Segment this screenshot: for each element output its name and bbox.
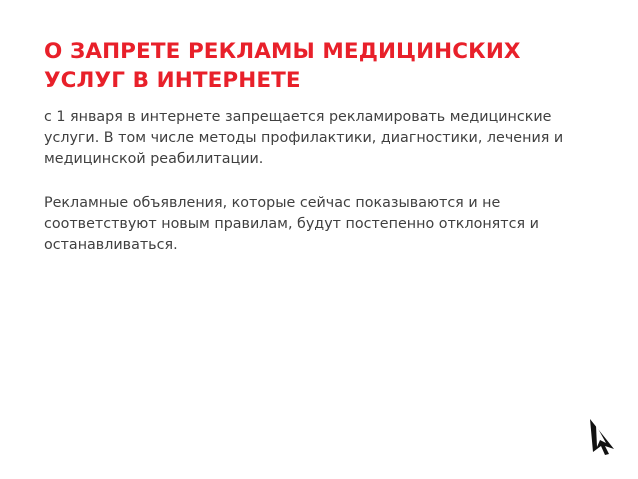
arrow-a-logo-icon	[588, 417, 616, 455]
paragraph-ads-rejection: Рекламные объявления, которые сейчас показываются и не соответствуют новым правилам, будут постепенно отклонятся и останавливаться.	[44, 195, 539, 253]
paragraph-ban-start: с 1 января в интернете запрещается рекламировать медицинские услуги. В том числе методы профилактики, диагностики, лечения и медицинской реабилитации.	[44, 109, 564, 167]
slide-title: О ЗАПРЕТЕ РЕКЛАМЫ МЕДИЦИНСКИХ УСЛУГ В ИНТЕРНЕТЕ	[44, 39, 521, 93]
